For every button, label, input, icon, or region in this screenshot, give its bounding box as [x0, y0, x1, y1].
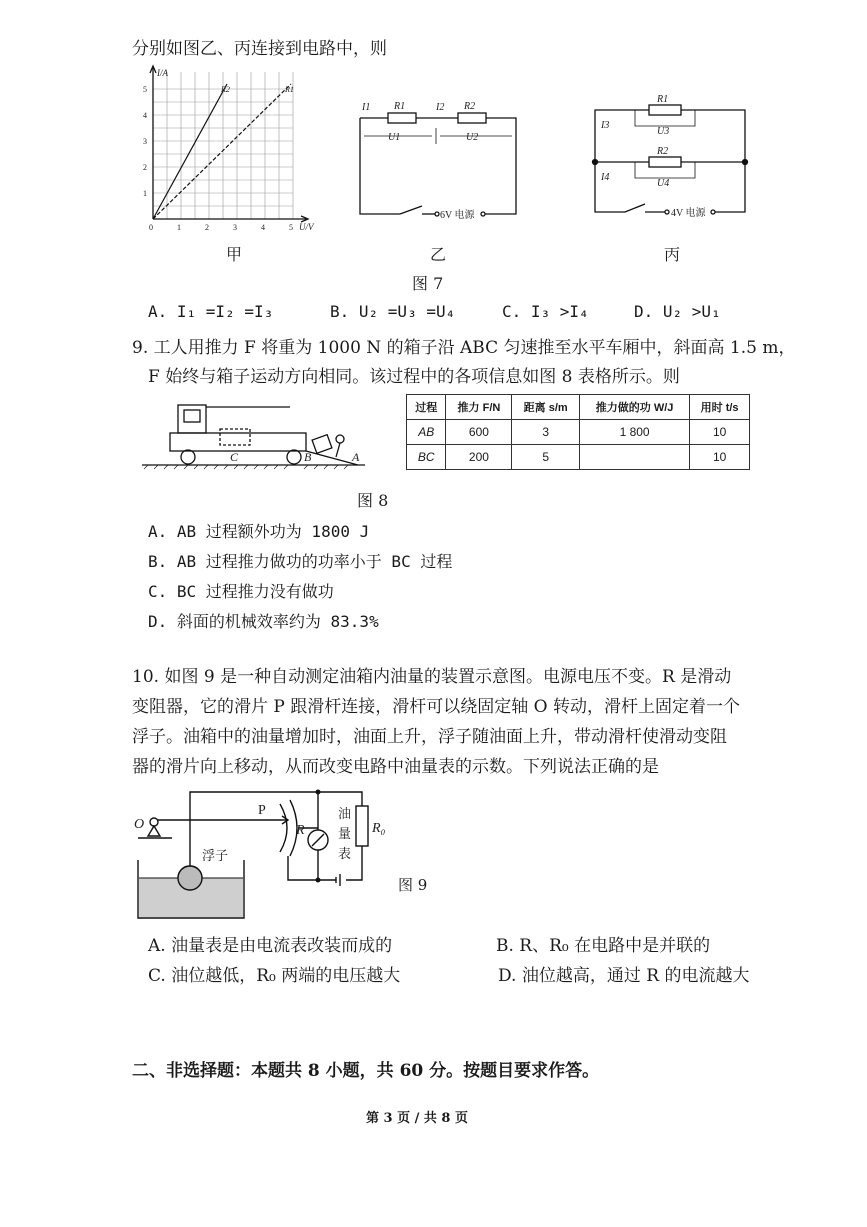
caption-jia: 甲	[226, 245, 243, 264]
label-r2: R2	[464, 101, 476, 112]
y-tick: 5	[143, 85, 147, 94]
label-r: R	[296, 823, 305, 838]
source-label: 6V 电源	[440, 210, 475, 221]
table-cell: BC	[407, 445, 446, 470]
graph-x-label: U/V	[299, 222, 314, 232]
y-tick: 2	[143, 163, 147, 172]
x-tick: 2	[205, 223, 209, 232]
intro-line: 分别如图乙、丙连接到电路中，则	[132, 39, 387, 59]
label-o: O	[134, 817, 145, 832]
fig8-table	[406, 394, 750, 470]
fig8-caption: 图 8	[357, 491, 389, 510]
q9-option-d: D. 斜面的机械效率约为 83.3%	[148, 612, 379, 631]
line-label: R2	[221, 85, 230, 94]
graph-y-label: I/A	[157, 68, 168, 78]
q10-line-2: 变阻器，它的滑片 P 跟滑杆连接，滑杆可以绕固定轴 O 转动，滑杆上固定着一个	[132, 697, 740, 717]
x-tick: 1	[177, 223, 181, 232]
fig9-oil-gauge	[132, 782, 402, 924]
table-row	[407, 420, 750, 445]
graph-line-r2	[153, 84, 227, 219]
label-u4: U4	[657, 178, 670, 189]
table-header: 推力做的功 W/J	[579, 395, 689, 420]
label-i2: I2	[436, 102, 445, 113]
q9-line-2: F 始终与箱子运动方向相同。该过程中的各项信息如图 8 表格所示。则	[148, 367, 680, 387]
table-row	[407, 445, 750, 470]
fig9-caption: 图 9	[398, 876, 428, 894]
q10-line-4: 器的滑片向上移动，从而改变电路中油量表的示数。下列说法正确的是	[132, 757, 659, 777]
q10-option-c: C. 油位越低，R₀ 两端的电压越大	[148, 966, 401, 986]
table-cell: AB	[407, 420, 446, 445]
y-tick: 1	[143, 189, 147, 198]
label-gauge-2: 量	[338, 826, 352, 841]
table-header-row	[407, 395, 750, 420]
caption-yi: 乙	[430, 245, 447, 264]
x-tick: 0	[149, 223, 153, 232]
fig7-title: 图 7	[412, 274, 444, 293]
y-tick: 3	[143, 137, 147, 146]
caption-bing: 丙	[664, 245, 681, 264]
label-u3: U3	[657, 126, 670, 137]
label-gauge-3: 表	[338, 846, 352, 861]
x-tick: 3	[233, 223, 237, 232]
label-gauge-1: 油	[338, 806, 352, 821]
table-cell: 3	[512, 420, 580, 445]
label-r1: R1	[657, 94, 669, 105]
page-footer: 第 3 页 / 共 8 页	[366, 1111, 468, 1126]
label-r0: R₀	[372, 821, 386, 836]
label-u2: U2	[466, 132, 479, 143]
label-float: 浮子	[202, 848, 229, 863]
section-2-heading: 二、非选择题：本题共 8 小题，共 60 分。按题目要求作答。	[132, 1061, 600, 1081]
y-tick: 4	[143, 111, 147, 120]
q10-line-1: 10. 如图 9 是一种自动测定油箱内油量的装置示意图。电源电压不变。R 是滑动	[132, 667, 732, 687]
q8-option-a: A. I₁ =I₂ =I₃	[148, 302, 274, 321]
label-r1: R1	[394, 101, 406, 112]
table-cell: 200	[446, 445, 512, 470]
q8-option-d: D. U₂ >U₁	[634, 302, 721, 321]
q10-option-d: D. 油位越高，通过 R 的电流越大	[498, 966, 750, 986]
x-tick: 5	[289, 223, 293, 232]
q9-line-1: 9. 工人用推力 F 将重为 1000 N 的箱子沿 ABC 匀速推至水平车厢中，斜面高 1.5 m，	[132, 338, 796, 358]
point-c: C	[230, 450, 239, 464]
fig7-series-circuit	[350, 92, 530, 227]
fig7-parallel-circuit	[585, 92, 755, 227]
q9-option-c: C. BC 过程推力没有做功	[148, 582, 334, 601]
q10-option-a: A. 油量表是由电流表改装而成的	[148, 936, 393, 956]
label-i1: I1	[362, 102, 371, 113]
q9-option-b: B. AB 过程推力做功的功率小于 BC 过程	[148, 552, 453, 571]
table-header: 推力 F/N	[446, 395, 512, 420]
point-b: B	[304, 450, 312, 464]
source-label: 4V 电源	[671, 208, 706, 219]
table-header: 过程	[407, 395, 446, 420]
label-u1: U1	[388, 132, 401, 143]
label-i4: I4	[601, 172, 610, 183]
table-cell: 10	[690, 420, 750, 445]
fig7-graph	[135, 62, 335, 242]
x-tick: 4	[261, 223, 265, 232]
table-header: 距离 s/m	[512, 395, 580, 420]
q8-option-b: B. U₂ =U₃ =U₄	[330, 302, 456, 321]
table-cell	[579, 445, 689, 470]
table-cell: 10	[690, 445, 750, 470]
table-header: 用时 t/s	[690, 395, 750, 420]
table-cell: 1 800	[579, 420, 689, 445]
point-a: A	[352, 450, 360, 464]
label-i3: I3	[601, 120, 610, 131]
q8-option-c: C. I₃ >I₄	[502, 302, 589, 321]
q10-line-3: 浮子。油箱中的油量增加时，油面上升，浮子随油面上升，带动滑杆使滑动变阻	[132, 727, 727, 747]
table-cell: 5	[512, 445, 580, 470]
label-r2: R2	[657, 146, 669, 157]
q10-option-b: B. R、R₀ 在电路中是并联的	[496, 936, 711, 956]
q9-option-a: A. AB 过程额外功为 1800 J	[148, 522, 370, 541]
graph-line-r1	[153, 84, 291, 219]
label-p: P	[258, 803, 266, 818]
line-label: R1	[285, 85, 294, 94]
fig8-truck-ramp	[140, 395, 370, 475]
table-cell: 600	[446, 420, 512, 445]
